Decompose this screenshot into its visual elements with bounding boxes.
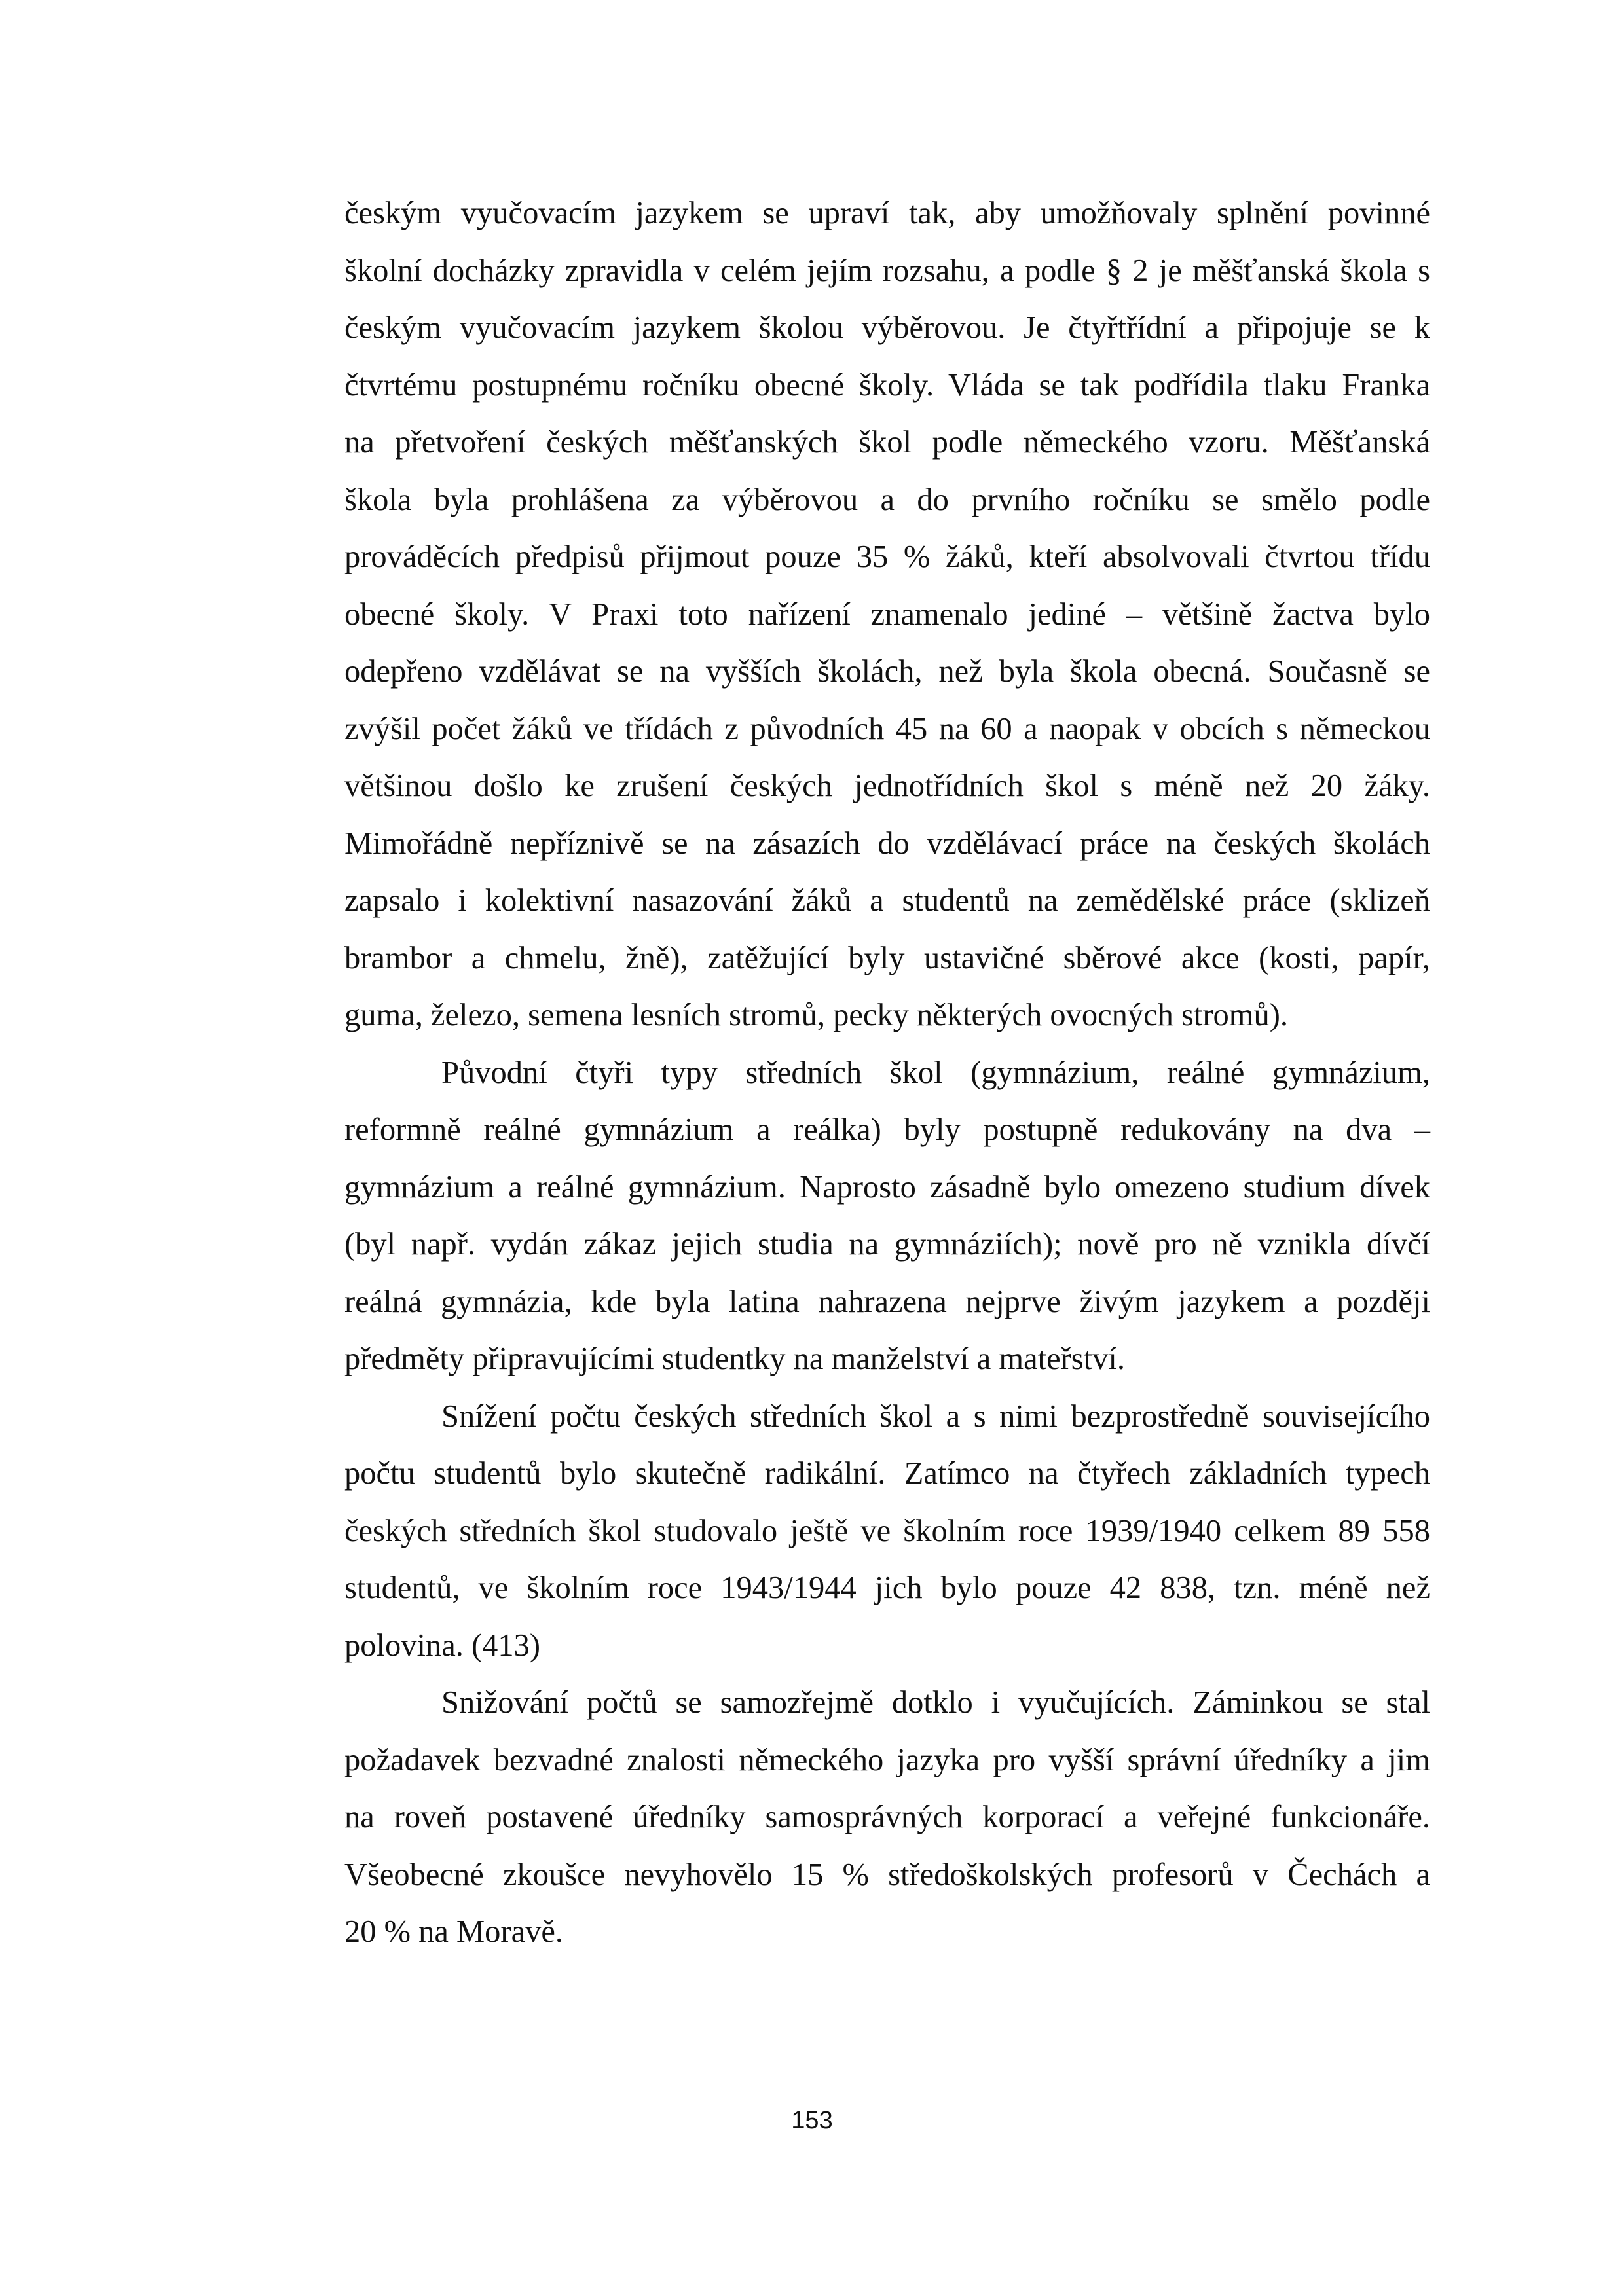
text-line: zapsalo i kolektivní nasazování žáků a studentů na zemědělské práce (sklizeň — [344, 883, 1430, 918]
text-line: čtvrtému postupnému ročníku obecné školy. Vláda se tak podřídila tlaku Franka — [344, 367, 1430, 403]
paragraph-first-line: Snížení počtu českých středních škol a s nimi bezprostředně souvisejícího — [441, 1398, 1430, 1434]
text-line: reálná gymnázia, kde byla latina nahrazena nejprve živým jazykem a později — [344, 1284, 1430, 1319]
text-line: českých středních škol studovalo ještě ve školním roce 1939/1940 celkem 89 558 — [344, 1513, 1430, 1548]
text-line: na roveň postavené úředníky samosprávných korporací a veřejné funkcionáře. — [344, 1800, 1430, 1834]
text-line: požadavek bezvadné znalosti německého jazyka pro vyšší správní úředníky a jim — [344, 1742, 1430, 1777]
text-line: gymnázium a reálné gymnázium. Naprosto zásadně bylo omezeno studium dívek — [344, 1169, 1430, 1205]
body-text — [344, 185, 1430, 1961]
text-line: reformně reálné gymnázium a reálka) byly postupně redukovány na dva – — [344, 1112, 1430, 1147]
text-line: většinou došlo ke zrušení českých jednotřídních škol s méně než 20 žáky. — [344, 769, 1430, 803]
text-line: českým vyučovacím jazykem školou výběrovou. Je čtyřtřídní a připojuje se k — [344, 310, 1430, 345]
paragraph-end-line: 20 % na Moravě. — [344, 1914, 564, 1949]
text-line: Všeobecné zkoušce nevyhovělo 15 % středoškolských profesorů v Čechách a — [344, 1857, 1430, 1892]
text-line: brambor a chmelu, žně), zatěžující byly ustavičné sběrové akce (kosti, papír, — [344, 940, 1430, 975]
text-line: odepřeno vzdělávat se na vyšších školách, než byla škola obecná. Současně se — [344, 654, 1430, 689]
text-line: (byl např. vydán zákaz jejich studia na gymnáziích); nově pro ně vznikla dívčí — [344, 1227, 1430, 1262]
page-number: 153 — [791, 2107, 833, 2134]
paragraph-first-line: Snižování počtů se samozřejmě dotklo i vyučujících. Záminkou se stal — [441, 1685, 1430, 1720]
paragraph-first-line: Původní čtyři typy středních škol (gymnázium, reálné gymnázium, — [441, 1055, 1430, 1090]
text-line: zvýšil počet žáků ve třídách z původních 45 na 60 a naopak v obcích s německou — [344, 711, 1430, 746]
text-line: obecné školy. V Praxi toto nařízení znamenalo jediné – většině žactva bylo — [344, 596, 1430, 632]
text-line: školní docházky zpravidla v celém jejím rozsahu, a podle § 2 je měšťanská škola s — [344, 253, 1430, 288]
paragraph-end-line: předměty připravujícími studentky na manželství a mateřství. — [344, 1341, 1125, 1376]
paragraph-end-line: guma, železo, semena lesních stromů, pecky některých ovocných stromů). — [344, 998, 1289, 1032]
paragraph-end-line: polovina. (413) — [344, 1628, 541, 1663]
text-line: studentů, ve školním roce 1943/1944 jich bylo pouze 42 838, tzn. méně než — [344, 1571, 1430, 1605]
text-line: Mimořádně nepříznivě se na zásazích do vzdělávací práce na českých školách — [344, 826, 1430, 861]
text-line: na přetvoření českých měšťanských škol podle německého vzoru. Měšťanská — [344, 425, 1430, 460]
text-line: českým vyučovacím jazykem se upraví tak, aby umožňovaly splnění povinné — [344, 196, 1430, 230]
text-line: prováděcích předpisů přijmout pouze 35 % žáků, kteří absolvovali čtvrtou třídu — [344, 539, 1430, 574]
text-line: škola byla prohlášena za výběrovou a do prvního ročníku se smělo podle — [344, 482, 1430, 517]
text-line: počtu studentů bylo skutečně radikální. Zatímco na čtyřech základních typech — [344, 1456, 1430, 1491]
